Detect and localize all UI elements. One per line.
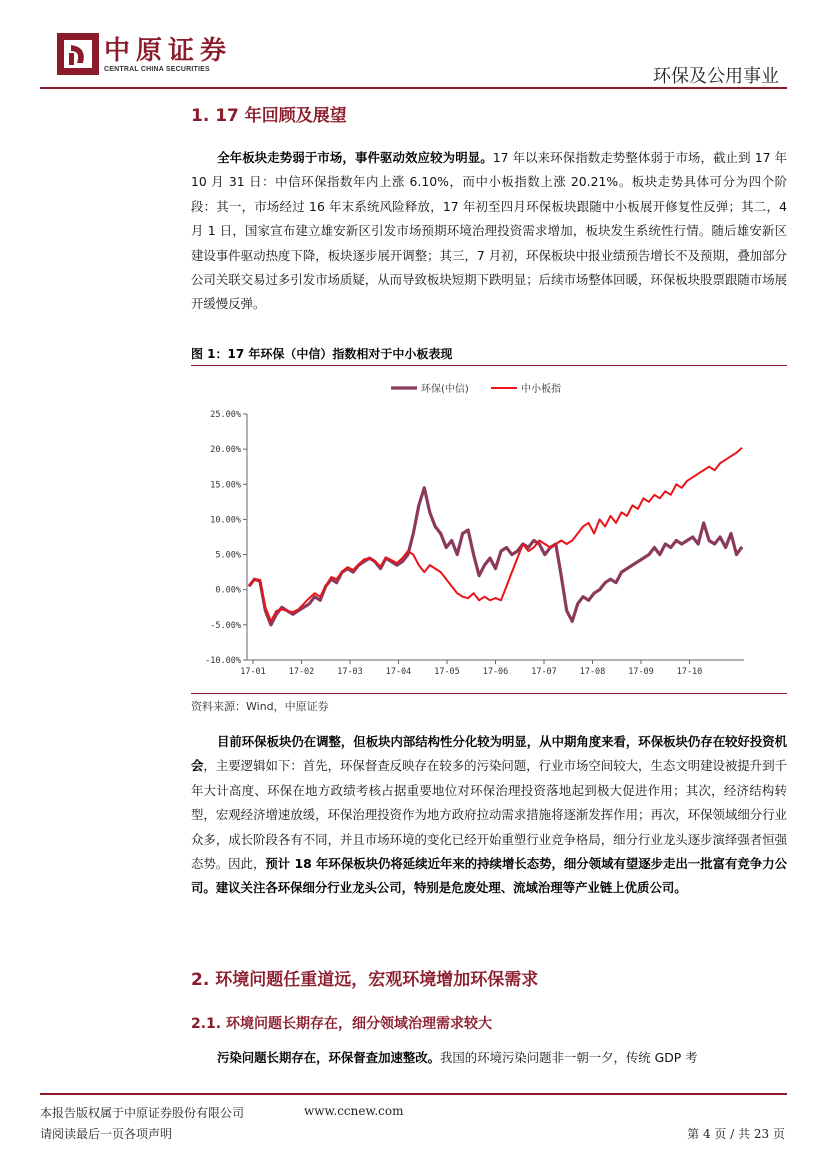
footer-page-number: 第 4 页 / 共 23 页: [687, 1127, 785, 1141]
logo-mark: [57, 33, 99, 75]
header-divider: [40, 87, 787, 89]
paragraph-1: [191, 146, 787, 317]
paragraph-2-lead: 目前环保板块仍在调整，但板块内部结构性分化较为明显，从中期角度来看，环保板块仍存在较好投资机会: [191, 734, 787, 774]
figure-title: 图 1：17 年环保（中信）指数相对于中小板表现: [191, 347, 453, 361]
logo-name: 中原证券: [104, 36, 233, 66]
x-axis: [240, 660, 744, 677]
y-tick-label: 25.00%: [210, 410, 241, 420]
paragraph-3-lead: 污染问题长期存在，环保督查加速整改。: [217, 1050, 441, 1065]
paragraph-3-body: 我国的环境污染问题非一朝一夕，传统 GDP 考: [440, 1050, 698, 1065]
paragraph-1-body: 17 年以来环保指数走势整体弱于市场，截止到 17 年 10 月 31 日：中信环保指数年内上涨 6.10%，而中小板指数上涨 20.21%。板块走势具体可分为四个阶段：其一，市场经过 16 年末系统风险释放，17 年初至四月环保板块跟随中小板展开修复性反弹；其二，4 月 1 日，国家宣布建立雄安新区引发市场预期环境治理投资需求增加，板块发生系统性行情。随后雄安新区建设事件驱动热度下降，板块逐步展开调整；其三，7 月初，环保板块中报业绩预告增长不及预期，叠加部分公司关联交易过多引发市场质疑，从而导致板块短期下跌明显；后续市场整体回暖，环保板块股票跟随市场展开缓慢反弹。: [191, 150, 787, 312]
figure-source: 资料来源：Wind，中原证券: [191, 700, 329, 713]
chart-legend: [391, 382, 561, 395]
subsection-heading-2-1: 2.1. 环境问题长期存在，细分领域治理需求较大: [191, 1016, 492, 1032]
legend-label-1: 环保(中信): [421, 384, 469, 395]
x-tick-label: 17-08: [579, 667, 606, 677]
header-section-title: 环保及公用事业: [653, 66, 779, 87]
y-axis: [205, 410, 247, 666]
footer-website-link[interactable]: www.ccnew.com: [304, 1104, 404, 1118]
chart-lines: [249, 448, 742, 625]
figure-bottom-rule: [191, 693, 787, 694]
section-heading-2: 2. 环境问题任重道远，宏观环境增加环保需求: [191, 970, 539, 990]
paragraph-2: [191, 730, 787, 901]
y-tick-label: 20.00%: [210, 445, 241, 456]
x-tick-label: 17-05: [434, 667, 460, 677]
logo-subtitle: CENTRAL CHINA SECURITIES: [104, 66, 210, 73]
y-tick-label: 5.00%: [215, 550, 241, 561]
series-line-1: [249, 488, 742, 625]
x-tick-label: 17-09: [628, 667, 654, 677]
paragraph-3: [191, 1046, 787, 1070]
x-tick-label: 17-06: [482, 667, 509, 677]
section-heading-1: 1. 17 年回顾及展望: [191, 106, 347, 126]
y-tick-label: 0.00%: [215, 585, 241, 596]
footer-divider: [40, 1093, 787, 1095]
footer-disclaimer: 请阅读最后一页各项声明: [40, 1127, 173, 1141]
x-tick-label: 17-02: [288, 667, 315, 677]
y-tick-label: -10.00%: [205, 656, 241, 666]
x-tick-label: 17-10: [676, 667, 703, 677]
footer-copyright: 本报告版权属于中原证券股份有限公司: [40, 1106, 245, 1120]
y-tick-label: 10.00%: [210, 515, 241, 526]
paragraph-2-body: ，主要逻辑如下：首先，环保督查反映存在较多的污染问题，行业市场空间较大，生态文明建设被提升到千年大计高度、环保在地方政绩考核占据重要地位对环保治理投资落地起到极大促进作用；其次，经济结构转型，宏观经济增速放缓，环保治理投资作为地方政府拉动需求措施将逐渐发挥作用；再次，环保领域细分行业众多，成长阶段各有不同，并且市场环境的变化已经开始重塑行业竞争格局，细分行业龙头逐步演绎强者恒强态势。因此，: [191, 758, 788, 872]
paragraph-1-lead: 全年板块走势弱于市场，事件驱动效应较为明显。: [217, 150, 493, 165]
x-tick-label: 17-03: [337, 667, 363, 677]
x-tick-label: 17-04: [385, 667, 412, 677]
x-tick-label: 17-01: [240, 667, 266, 677]
y-tick-label: 15.00%: [210, 480, 241, 491]
x-tick-label: 17-07: [531, 667, 557, 677]
index-comparison-chart: [191, 366, 787, 693]
legend-label-2: 中小板指: [521, 384, 561, 395]
paragraph-2-conclusion: 预计 18 年环保板块仍将延续近年来的持续增长态势，细分领域有望逐步走出一批富有竞争力公司。建议关注各环保细分行业龙头公司，特别是危废处理、流域治理等产业链上优质公司。: [191, 856, 788, 896]
y-tick-label: -5.00%: [210, 620, 241, 631]
